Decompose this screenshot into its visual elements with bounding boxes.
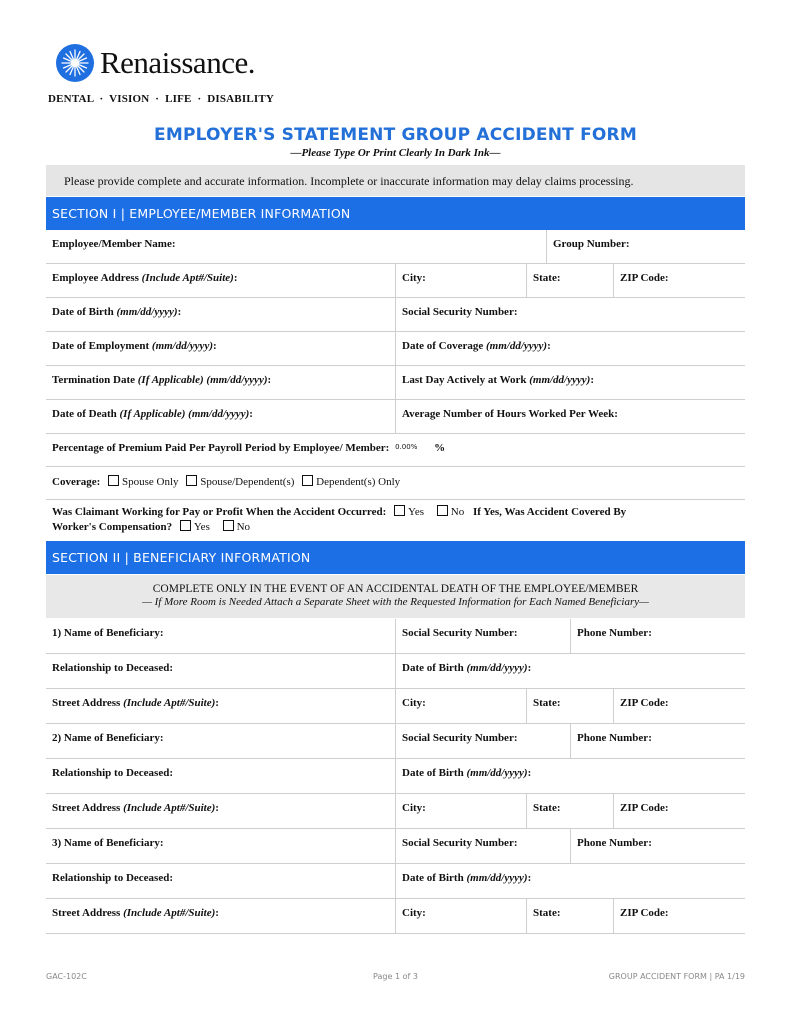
spouse-only-label: Spouse Only [122, 476, 179, 488]
relationship-field[interactable] [46, 864, 395, 898]
relationship-field[interactable] [46, 759, 395, 793]
beneficiary-ssn-field[interactable] [395, 724, 570, 758]
beneficiary-name-row [46, 619, 745, 654]
address-hint: (Include Apt#/Suite) [123, 802, 216, 814]
colon: : [267, 374, 272, 386]
date-death-label: Date of Death [52, 408, 120, 420]
workers-comp-yes-label: Yes [193, 521, 210, 533]
date-coverage-field[interactable] [395, 332, 745, 365]
section-1-header: SECTION I | EMPLOYEE/MEMBER INFORMATION [46, 197, 745, 230]
working-yes-checkbox[interactable] [394, 505, 405, 516]
if-applicable-hint: (If Applicable) [137, 374, 207, 386]
colon: : [527, 872, 532, 884]
beneficiary-name-label: 1) Name of Beneficiary: [52, 627, 164, 639]
form-code: GAC-102C [46, 972, 87, 981]
city-label: City: [402, 802, 426, 814]
state-field[interactable] [526, 264, 613, 297]
beneficiary-address-row [46, 794, 745, 829]
zip-label: ZIP Code: [620, 802, 669, 814]
company-logo [56, 44, 255, 82]
beneficiary-zip-field[interactable] [613, 794, 745, 828]
beneficiary-phone-field[interactable] [570, 829, 745, 863]
row-coverage [46, 467, 745, 500]
beneficiary-city-field[interactable] [395, 689, 526, 723]
beneficiary-name-row [46, 829, 745, 864]
workers-comp-label: If Yes, Was Accident Covered By [472, 506, 627, 518]
colon: : [215, 697, 219, 709]
row-dob-ssn [46, 298, 745, 332]
beneficiary-heading: COMPLETE ONLY IN THE EVENT OF AN ACCIDENTAL DEATH OF THE EMPLOYEE/MEMBER [152, 583, 639, 595]
working-no-label: No [450, 506, 465, 518]
termination-date-field[interactable] [46, 366, 395, 399]
beneficiary-city-field[interactable] [395, 794, 526, 828]
address-hint: (Include Apt#/Suite) [123, 697, 216, 709]
beneficiary-ssn-label: Social Security Number: [402, 627, 518, 639]
beneficiary-instructions [46, 575, 745, 618]
beneficiary-state-field[interactable] [526, 689, 613, 723]
beneficiary-name-label: 3) Name of Beneficiary: [52, 837, 164, 849]
beneficiary-name-field[interactable] [46, 724, 395, 758]
street-address-field[interactable] [46, 689, 395, 723]
form-name: GROUP ACCIDENT FORM | PA 1/19 [608, 972, 745, 981]
beneficiary-phone-label: Phone Number: [577, 837, 652, 849]
premium-field[interactable] [46, 434, 745, 466]
street-address-field[interactable] [46, 794, 395, 828]
form-subtitle: —Please Type Or Print Clearly In Dark Ink— [290, 147, 501, 159]
if-applicable-hint: (If Applicable) [119, 408, 189, 420]
beneficiary-city-field[interactable] [395, 899, 526, 933]
colon: : [527, 662, 532, 674]
workers-comp-no-checkbox[interactable] [223, 520, 234, 531]
date-hint: (mm/dd/yyyy) [466, 872, 528, 884]
date-hint: (mm/dd/yyyy) [116, 306, 178, 318]
beneficiary-dob-label: Date of Birth [402, 872, 467, 884]
colon: : [249, 408, 253, 420]
beneficiary-ssn-field[interactable] [395, 829, 570, 863]
date-hint: (mm/dd/yyyy) [466, 767, 528, 779]
dob-label: Date of Birth [52, 306, 117, 318]
zip-label: ZIP Code: [620, 272, 669, 284]
date-hint: (mm/dd/yyyy) [188, 408, 250, 420]
spouse-only-checkbox[interactable] [108, 475, 119, 486]
ssn-label: Social Security Number: [402, 306, 518, 318]
relationship-field[interactable] [46, 654, 395, 688]
working-no-checkbox[interactable] [437, 505, 448, 516]
zip-label: ZIP Code: [620, 697, 669, 709]
relationship-label: Relationship to Deceased: [52, 767, 173, 779]
spouse-dependents-checkbox[interactable] [186, 475, 197, 486]
street-address-label: Street Address [52, 697, 124, 709]
beneficiary-name-label: 2) Name of Beneficiary: [52, 732, 164, 744]
beneficiary-ssn-label: Social Security Number: [402, 732, 518, 744]
beneficiary-relationship-row [46, 864, 745, 899]
row-employment-coverage [46, 332, 745, 366]
state-label: State: [533, 272, 561, 284]
notice-banner: Please provide complete and accurate information. Incomplete or inaccurate information may delay claims processing. [46, 165, 745, 196]
colon: : [213, 340, 217, 352]
working-label: Was Claimant Working for Pay or Profit When the Accident Occurred: [52, 506, 387, 518]
row-termination-lastday [46, 366, 745, 400]
workers-comp-label-2: Worker's Compensation? [52, 521, 173, 533]
last-day-label: Last Day Actively at Work [402, 374, 530, 386]
colon: : [233, 272, 238, 284]
dependents-only-checkbox[interactable] [302, 475, 313, 486]
city-label: City: [402, 907, 426, 919]
beneficiary-state-field[interactable] [526, 899, 613, 933]
state-label: State: [533, 697, 561, 709]
form-title: EMPLOYER'S STATEMENT GROUP ACCIDENT FORM [154, 125, 637, 145]
street-address-label: Street Address [52, 802, 124, 814]
percent-sign: % [434, 442, 446, 454]
address-hint: (Include Apt#/Suite) [123, 907, 216, 919]
city-label: City: [402, 272, 426, 284]
beneficiary-ssn-label: Social Security Number: [402, 837, 518, 849]
zip-field[interactable] [613, 264, 745, 297]
beneficiary-name-field[interactable] [46, 619, 395, 653]
sunburst-logo-icon [56, 44, 94, 82]
date-hint: (mm/dd/yyyy) [529, 374, 591, 386]
beneficiary-ssn-field[interactable] [395, 619, 570, 653]
date-hint: (mm/dd/yyyy) [151, 340, 213, 352]
beneficiary-subheading: — If More Room is Needed Attach a Separate Sheet with the Requested Information for Each Named Beneficiary— [142, 596, 649, 608]
workers-comp-yes-checkbox[interactable] [180, 520, 191, 531]
beneficiary-dob-label: Date of Birth [402, 767, 467, 779]
group-number-label: Group Number: [553, 238, 630, 250]
beneficiary-state-field[interactable] [526, 794, 613, 828]
beneficiary-name-row [46, 724, 745, 759]
date-death-field[interactable] [46, 400, 395, 433]
city-field[interactable] [395, 264, 526, 297]
beneficiary-dob-field[interactable] [395, 654, 745, 688]
street-address-label: Street Address [52, 907, 124, 919]
avg-hours-label: Average Number of Hours Worked Per Week: [402, 408, 618, 420]
workers-comp-no-label: No [236, 521, 251, 533]
colon: : [590, 374, 594, 386]
premium-label: Percentage of Premium Paid Per Payroll Period by Employee/ Member: [52, 442, 390, 454]
row-employee-name [46, 230, 745, 264]
dob-field[interactable] [46, 298, 395, 331]
row-death-hours [46, 400, 745, 434]
ssn-field[interactable] [395, 298, 745, 331]
relationship-label: Relationship to Deceased: [52, 872, 173, 884]
state-label: State: [533, 802, 561, 814]
date-hint: (mm/dd/yyyy) [486, 340, 548, 352]
brand-tagline: DENTAL · VISION · LIFE · DISABILITY [48, 93, 275, 105]
section-2-header: SECTION II | BENEFICIARY INFORMATION [46, 541, 745, 574]
city-label: City: [402, 697, 426, 709]
date-hint: (mm/dd/yyyy) [466, 662, 528, 674]
row-working [46, 500, 745, 539]
colon: : [215, 907, 219, 919]
colon: : [177, 306, 182, 318]
coverage-label: Coverage: [52, 476, 101, 488]
employee-name-field[interactable] [46, 230, 546, 263]
beneficiary-phone-label: Phone Number: [577, 732, 652, 744]
relationship-label: Relationship to Deceased: [52, 662, 173, 674]
beneficiary-zip-field[interactable] [613, 899, 745, 933]
spouse-dependents-label: Spouse/Dependent(s) [200, 476, 295, 488]
date-coverage-label: Date of Coverage [402, 340, 486, 352]
beneficiary-phone-field[interactable] [570, 619, 745, 653]
working-yes-label: Yes [408, 506, 425, 518]
avg-hours-field[interactable] [395, 400, 745, 433]
date-hint: (mm/dd/yyyy) [206, 374, 268, 386]
employee-address-field[interactable] [46, 264, 395, 297]
premium-value-input[interactable]: 0.00% [395, 443, 418, 451]
address-hint: (Include Apt#/Suite) [141, 272, 234, 284]
beneficiary-dob-label: Date of Birth [402, 662, 467, 674]
termination-date-label: Termination Date [52, 374, 138, 386]
row-premium [46, 434, 745, 467]
colon: : [547, 340, 551, 352]
colon: : [527, 767, 532, 779]
beneficiary-dob-field[interactable] [395, 864, 745, 898]
last-day-field[interactable] [395, 366, 745, 399]
beneficiary-address-row [46, 689, 745, 724]
beneficiary-relationship-row [46, 654, 745, 689]
employee-address-label: Employee Address [52, 272, 142, 284]
beneficiary-name-field[interactable] [46, 829, 395, 863]
row-employee-address [46, 264, 745, 298]
state-label: State: [533, 907, 561, 919]
beneficiary-phone-label: Phone Number: [577, 627, 652, 639]
colon: : [215, 802, 219, 814]
beneficiary-relationship-row [46, 759, 745, 794]
group-number-field[interactable] [546, 230, 745, 263]
page-number: Page 1 of 3 [373, 972, 418, 981]
zip-label: ZIP Code: [620, 907, 669, 919]
beneficiary-dob-field[interactable] [395, 759, 745, 793]
working-field [46, 500, 745, 539]
beneficiary-zip-field[interactable] [613, 689, 745, 723]
coverage-field [46, 467, 745, 499]
beneficiary-phone-field[interactable] [570, 724, 745, 758]
date-employment-label: Date of Employment [52, 340, 152, 352]
employee-name-label: Employee/Member Name: [52, 238, 176, 250]
street-address-field[interactable] [46, 899, 395, 933]
beneficiary-address-row [46, 899, 745, 934]
brand-name: Renaissance. [100, 45, 255, 80]
date-employment-field[interactable] [46, 332, 395, 365]
dependents-only-label: Dependent(s) Only [316, 476, 401, 488]
